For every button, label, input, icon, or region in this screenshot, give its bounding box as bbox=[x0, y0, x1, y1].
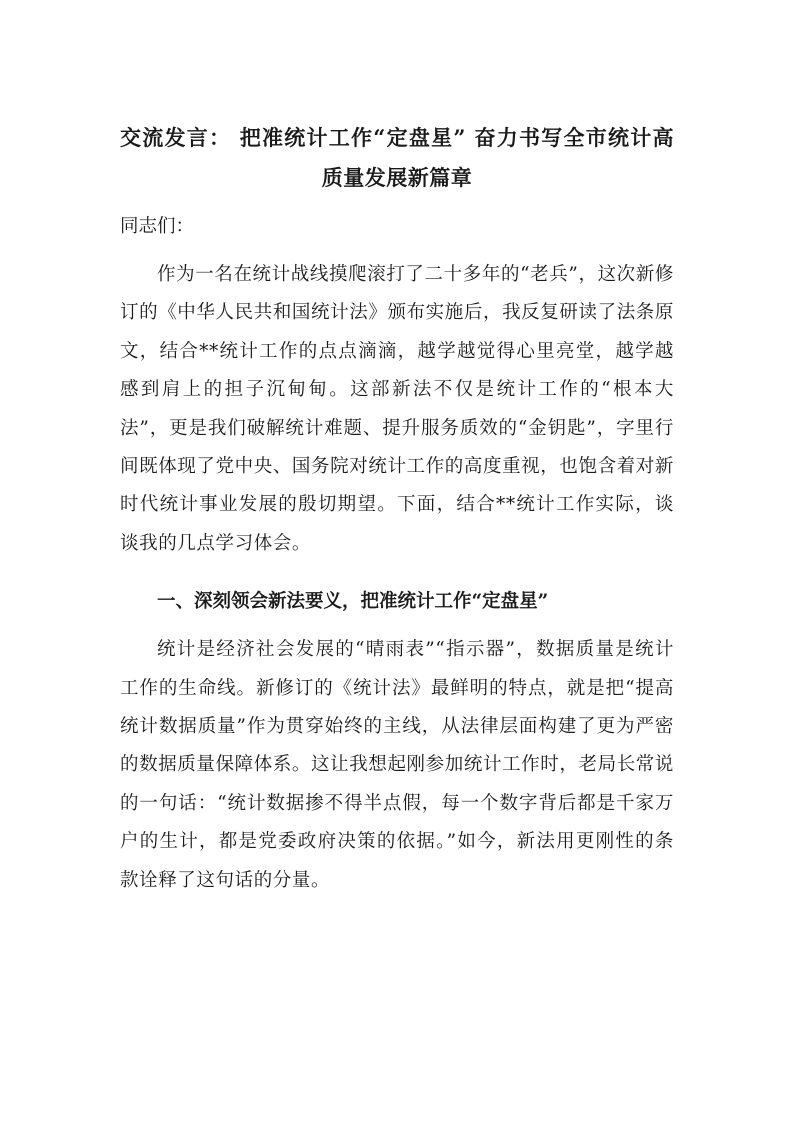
intro-paragraph: 作为一名在统计战线摸爬滚打了二十多年的“老兵”，这次新修订的《中华人民共和国统计法》颁布实施后，我反复研读了法条原文，结合**统计工作的点点滴滴，越学越觉得心里亮堂，越学越感到肩上的担子沉甸甸。这部新法不仅是统计工作的“根本大法”，更是我们破解统计难题、提升服务质效的“金钥匙”，字里行间既体现了党中央、国务院对统计工作的高度重视，也饱含着对新时代统计事业发展的殷切期望。下面，结合**统计工作实际，谈谈我的几点学习体会。 bbox=[120, 264, 674, 554]
salutation: 同志们： bbox=[120, 216, 195, 237]
section-heading: 一、深刻领会新法要义，把准统计工作“定盘星” bbox=[157, 591, 549, 613]
section-paragraph: 统计是经济社会发展的“晴雨表”“指示器”，数据质量是统计工作的生命线。新修订的《统计法》最鲜明的特点，就是把“提高统计数据质量”作为贯穿始终的主线，从法律层面构建了更为严密的数据质量保障体系。这让我想起刚参加统计工作时，老局长常说的一句话：“统计数据掺不得半点假，每一个数字背后都是千家万户的生计，都是党委政府决策的依据。”如今，新法用更刚性的条款诠释了这句话的分量。 bbox=[120, 639, 674, 891]
document-body bbox=[120, 118, 674, 900]
document-title: 交流发言： 把准统计工作“定盘星” 奋力书写全市统计高质量发展新篇章 bbox=[120, 125, 674, 190]
